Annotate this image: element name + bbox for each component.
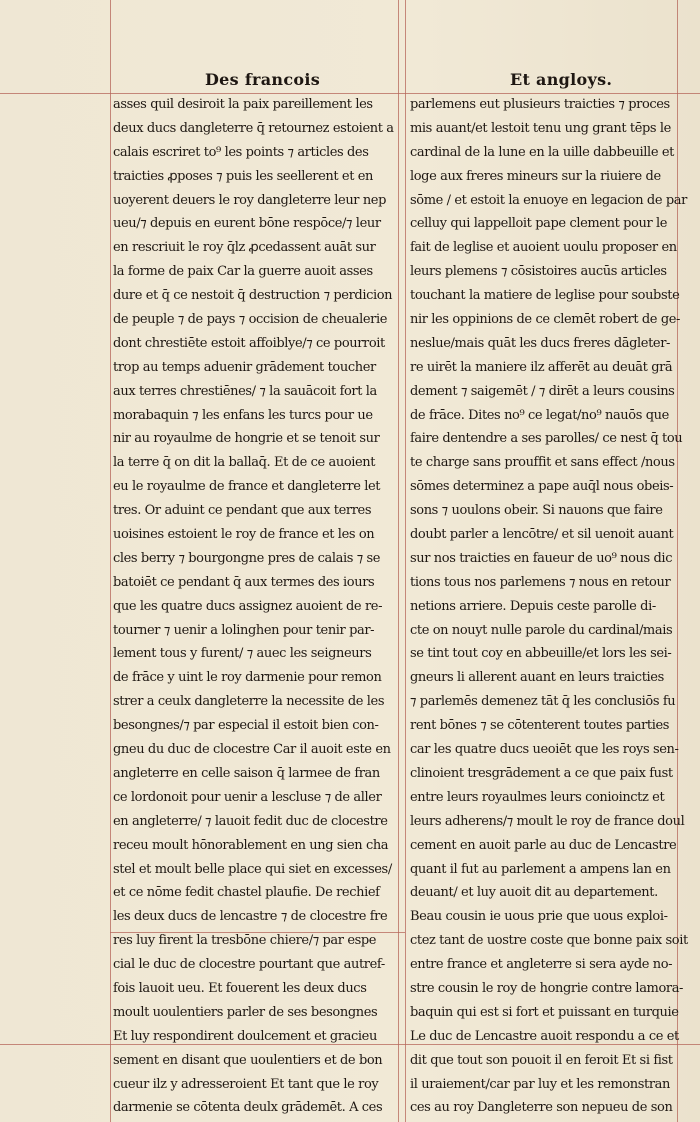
text-line: il uraiement/car par luy et les remonstran bbox=[410, 1076, 671, 1092]
text-line: la forme de paix Car la guerre auoit asses bbox=[113, 264, 373, 280]
text-line: uoyerent deuers le roy dangleterre leur nep bbox=[113, 192, 387, 208]
text-line: ces au roy Dangleterre son nepueu de son bbox=[410, 1100, 673, 1116]
text-line: besongnes/⁊ par especial il estoit bien con- bbox=[113, 718, 379, 734]
text-line: sement en disant que uoulentiers et de bon bbox=[113, 1052, 383, 1068]
text-line: tres. Or aduint ce pendant que aux terres bbox=[113, 503, 372, 519]
text-line: fois lauoit ueu. Et fouerent les deux ducs bbox=[113, 980, 367, 996]
text-line: clinoient tresgrādement a ce que paix fust bbox=[410, 765, 673, 781]
text-line: car les quatre ducs ueoiēt que les roys sen- bbox=[410, 742, 679, 758]
text-line: morabaquin ⁊ les enfans les turcs pour ue bbox=[113, 407, 373, 423]
text-line: dit que tout son pouoit il en feroit Et si fist bbox=[410, 1052, 673, 1068]
text-line: les deux ducs de lencastre ⁊ de clocestre fre bbox=[113, 909, 388, 925]
text-line: doubt parler a lencōtre/ et sil uenoit auant bbox=[410, 527, 674, 543]
text-line: leurs plemens ⁊ cōsistoires aucūs articles bbox=[410, 264, 667, 280]
text-line: et ce nōme fedit chastel plaufie. De rechief bbox=[113, 885, 380, 901]
text-line: receu moult hōnorablement en ung sien cha bbox=[113, 837, 389, 853]
text-line: asses quil desiroit la paix pareillement les bbox=[113, 97, 373, 112]
running-header-left: Des francois bbox=[205, 70, 321, 89]
text-line: aux terres chrestiēnes/ ⁊ la sauācoit fort la bbox=[113, 383, 377, 399]
running-header-right: Et angloys. bbox=[510, 70, 613, 89]
text-line: se tint tout coy en abbeuille/et lors les sei- bbox=[410, 646, 672, 662]
text-line: sur nos traicties en faueur de uo⁹ nous dic bbox=[410, 550, 673, 566]
text-line: deuant/ et luy auoit dit au departement. bbox=[410, 885, 658, 901]
text-line: dement ⁊ saigemēt / ⁊ dirēt a leurs cousins bbox=[410, 383, 675, 399]
text-line: cueur ilz y adresseroient Et tant que le roy bbox=[113, 1076, 379, 1092]
text-line: trop au temps aduenir grādement toucher bbox=[113, 359, 376, 375]
text-line: dure et q̄ ce nestoit q̄ destruction ⁊ perdicion bbox=[113, 288, 393, 304]
text-line: ueu/⁊ depuis en eurent bōne respōce/⁊ leur bbox=[113, 216, 381, 232]
text-line: ce lordonoit pour uenir a lescluse ⁊ de aller bbox=[113, 789, 382, 805]
text-line: cles berry ⁊ bourgongne pres de calais ⁊ se bbox=[113, 550, 381, 566]
text-line: te charge sans prouffit et sans effect /nous bbox=[410, 455, 675, 471]
text-line: leurs adherens/⁊ moult le roy de france doul bbox=[410, 813, 685, 829]
text-line: loge aux freres mineurs sur la riuiere de bbox=[410, 168, 661, 184]
text-line: nir au royaulme de hongrie et se tenoit sur bbox=[113, 431, 380, 447]
text-line: sōmes determinez a pape auq̄l nous obeis- bbox=[410, 479, 674, 495]
text-line: cardinal de la lune en la uille dabbeuille et bbox=[410, 144, 674, 160]
ruling-line bbox=[110, 0, 111, 1122]
text-line: quant il fut au parlement a ampens lan en bbox=[410, 861, 671, 877]
text-line: netions arriere. Depuis ceste parolle di- bbox=[410, 598, 656, 614]
text-line: entre leurs royaulmes leurs conioinctz et bbox=[410, 789, 665, 805]
text-line: en angleterre/ ⁊ lauoit fedit duc de clocestre bbox=[113, 813, 388, 829]
text-line: de frāce. Dites no⁹ ce legat/no⁹ nauōs que bbox=[410, 407, 669, 423]
text-line: Et luy respondirent doulcement et gracieu bbox=[113, 1028, 377, 1044]
text-line: stre cousin le roy de hongrie contre lamora- bbox=[410, 980, 684, 996]
text-line: batoiēt ce pendant q̄ aux termes des iours bbox=[113, 574, 375, 590]
text-line: lement tous y furent/ ⁊ auec les seigneurs bbox=[113, 646, 372, 662]
text-line: faire dentendre a ses parolles/ ce nest q̄ tou bbox=[410, 431, 683, 447]
text-line: fait de leglise et auoient uoulu proposer en bbox=[410, 240, 677, 256]
text-line: re uirēt la maniere ilz afferēt au deuāt grā bbox=[410, 359, 673, 375]
text-line: moult uoulentiers parler de ses besongnes bbox=[113, 1004, 378, 1020]
text-line: rent bōnes ⁊ se cōtenterent toutes parties bbox=[410, 718, 670, 734]
text-line: eu le royaulme de france et dangleterre let bbox=[113, 479, 381, 495]
text-line: cement en auoit parle au duc de Lencastre bbox=[410, 837, 677, 853]
text-line: stel et moult belle place qui siet en excesses/ bbox=[113, 861, 392, 877]
text-line: res luy firent la tresbōne chiere/⁊ par espe bbox=[113, 933, 377, 949]
text-line: traicties ꝓposes ⁊ puis les seellerent et en bbox=[113, 168, 374, 184]
text-line: que les quatre ducs assignez auoient de re- bbox=[113, 598, 383, 614]
text-line: deux ducs dangleterre q̄ retournez estoient a bbox=[113, 120, 394, 136]
text-line: darmenie se cōtenta deulx grādemēt. A ces bbox=[113, 1100, 383, 1116]
text-line: en rescriuit le roy q̄lz ꝓcedassent auāt sur bbox=[113, 240, 376, 256]
text-line: baquin qui est si fort et puissant en turquie bbox=[410, 1004, 679, 1020]
text-line: ⁊ parlemēs demenez tāt q̄ les conclusiōs fu bbox=[410, 694, 676, 710]
text-line: strer a ceulx dangleterre la necessite de les bbox=[113, 694, 385, 710]
text-line: de frāce y uint le roy darmenie pour remon bbox=[113, 670, 382, 686]
text-line: gneurs li allerent auant en leurs traicties bbox=[410, 670, 664, 686]
text-line: ctez tant de uostre coste que bonne paix soit bbox=[410, 933, 688, 949]
text-line: de peuple ⁊ de pays ⁊ occision de cheualerie bbox=[113, 312, 388, 328]
text-line: sōme / et estoit la enuoye en legacion de par bbox=[410, 192, 687, 208]
text-line: celluy qui lappelloit pape clement pour le bbox=[410, 216, 668, 232]
text-line: neslue/mais quāt les ducs freres dāgleter- bbox=[410, 335, 671, 351]
text-line: la terre q̄ on dit la ballaq̄. Et de ce auoient bbox=[113, 455, 376, 471]
text-line: entre france et angleterre si sera ayde no- bbox=[410, 957, 673, 973]
text-line: touchant la matiere de leglise pour soubste bbox=[410, 288, 680, 304]
text-line: sons ⁊ uoulons obeir. Si nauons que faire bbox=[410, 503, 663, 519]
text-line: cial le duc de clocestre pourtant que autref- bbox=[113, 957, 385, 973]
text-line: parlemens eut plusieurs traicties ⁊ proces bbox=[410, 97, 670, 112]
text-line: gneu du duc de clocestre Car il auoit este en bbox=[113, 742, 391, 758]
text-line: Le duc de Lencastre auoit respondu a ce et bbox=[410, 1028, 679, 1044]
text-line: mis auant/et lestoit tenu ung grant tēps le bbox=[410, 120, 671, 136]
left-text-column bbox=[113, 93, 405, 1120]
text-line: nir les oppinions de ce clemēt robert de ge- bbox=[410, 312, 681, 328]
text-line: Beau cousin ie uous prie que uous exploi- bbox=[410, 909, 668, 925]
text-line: angleterre en celle saison q̄ larmee de fran bbox=[113, 765, 380, 781]
ruling-line bbox=[405, 0, 406, 1122]
text-line: tions tous nos parlemens ⁊ nous en retour bbox=[410, 574, 671, 590]
text-line: cte on nouyt nulle parole du cardinal/mais bbox=[410, 622, 673, 638]
text-line: uoisines estoient le roy de france et les on bbox=[113, 527, 375, 543]
text-line: dont chrestiēte estoit affoiblye/⁊ ce pourroit bbox=[113, 335, 385, 351]
text-line: tourner ⁊ uenir a lolinghen pour tenir par- bbox=[113, 622, 375, 638]
text-line: calais escriret to⁹ les points ⁊ articles des bbox=[113, 144, 369, 160]
right-text-column bbox=[410, 93, 700, 1120]
